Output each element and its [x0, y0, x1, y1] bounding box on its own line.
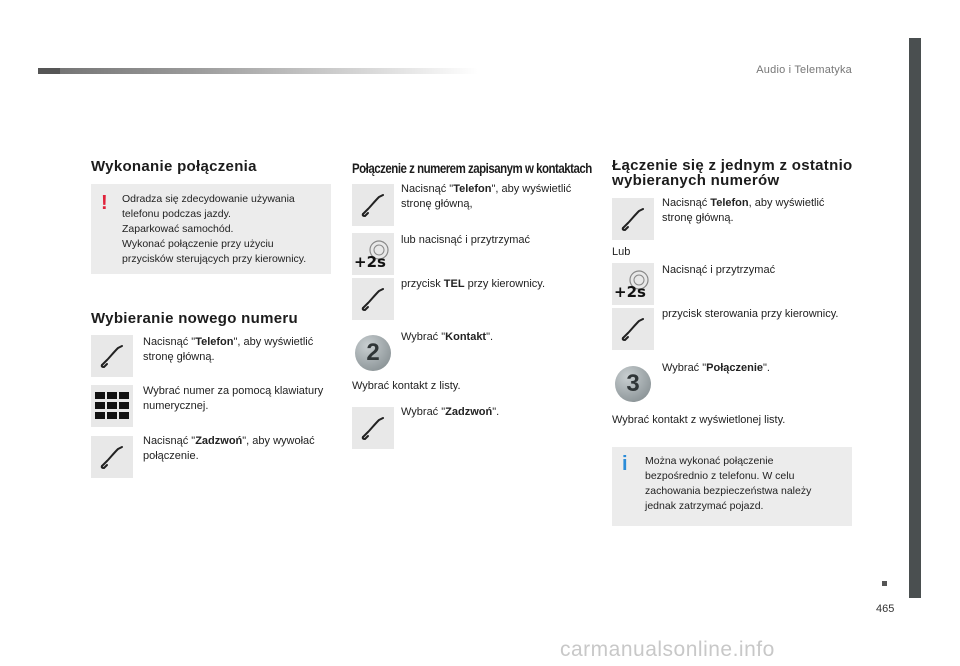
warning-icon: !	[101, 192, 108, 214]
step-open-phone: Nacisnąć "Telefon", aby wyświetlić stronę główną,	[401, 183, 572, 210]
info-icon: i	[622, 453, 628, 475]
phone-icon	[352, 407, 394, 449]
phone-icon	[612, 198, 654, 240]
section-title-recent-numbers: Łączenie się z jednym z ostatnio wybieranych numerów	[612, 157, 853, 189]
or-label: Lub	[612, 246, 631, 258]
svg-text:+2s: +2s	[614, 283, 646, 300]
step-press-hold: Nacisnąć i przytrzymać	[662, 264, 776, 276]
steering-button-hold-icon	[612, 263, 654, 305]
page-marker	[882, 581, 887, 586]
phone-icon	[91, 436, 133, 478]
step-badge-3: 3	[615, 366, 651, 402]
step-select-call-log: Wybrać "Połączenie".	[662, 362, 770, 374]
step-select-from-list: Wybrać kontakt z wyświetlonej listy.	[612, 414, 786, 426]
step-press-hold: lub nacisnąć i przytrzymać	[401, 234, 530, 246]
section-title-call-contact: Połączenie z numerem zapisanym w kontaktach	[352, 160, 592, 176]
header-rule-accent	[38, 68, 60, 74]
info-text: Można wykonać połączenie bezpośrednio z telefonu. W celu zachowania bezpieczeństwa należy jednak zatrzymać pojazd.	[645, 455, 812, 512]
phone-icon	[612, 308, 654, 350]
step-enter-number: Wybrać numer za pomocą klawiatury numerycznej.	[143, 385, 324, 412]
step-open-phone: Nacisnąć "Telefon", aby wyświetlić stronę główną.	[143, 336, 314, 363]
steering-button-hold-icon	[352, 233, 394, 275]
step-open-phone: Nacisnąć Telefon, aby wyświetlić stronę główną.	[662, 197, 825, 224]
step-select-from-list: Wybrać kontakt z listy.	[352, 380, 461, 392]
page-number: 465	[876, 603, 895, 615]
keypad-icon	[91, 385, 133, 427]
step-tel-button: przycisk TEL przy kierownicy.	[401, 278, 546, 290]
step-call: Wybrać "Zadzwoń".	[401, 406, 500, 418]
phone-icon	[91, 335, 133, 377]
step-select-contact: Wybrać "Kontakt".	[401, 331, 494, 343]
section-label: Audio i Telematyka	[756, 64, 852, 76]
warning-text: Odradza się zdecydowanie używania telefonu podczas jazdy. Zaparkować samochód. Wykonać połączenie przy użyciu przycisków sterujących przy kierownicy.	[122, 193, 307, 265]
phone-icon	[352, 184, 394, 226]
watermark: carmanualsonline.info	[560, 638, 775, 661]
step-call: Nacisnąć "Zadzwoń", aby wywołać połączenie.	[143, 435, 315, 462]
page-edge-strip	[909, 38, 921, 598]
section-title-make-call: Wykonanie połączenia	[91, 158, 257, 175]
step-steering-button: przycisk sterowania przy kierownicy.	[662, 308, 839, 320]
subtitle-dial-new-number: Wybieranie nowego numeru	[91, 310, 298, 327]
header-rule	[38, 68, 478, 74]
phone-icon	[352, 278, 394, 320]
step-badge-2: 2	[355, 335, 391, 371]
svg-text:+2s: +2s	[354, 253, 386, 270]
